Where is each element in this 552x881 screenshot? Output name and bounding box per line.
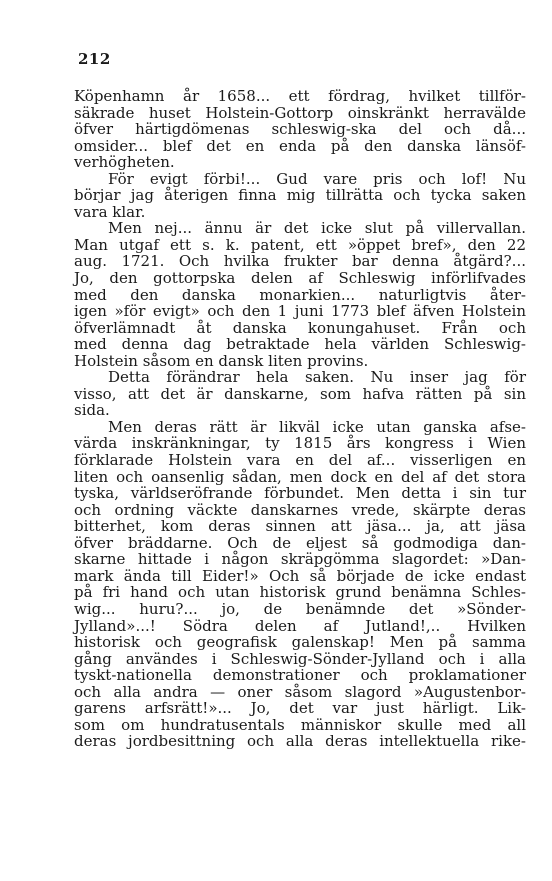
text-line: Men deras rätt är likväl icke utan ganska afse-: [108, 417, 526, 436]
text-line: igen »för evigt» och den 1 juni 1773 blef äfven Holstein: [74, 302, 526, 321]
text-line: bitterhet, kom deras sinnen att jäsa... ja, att jäsa: [74, 517, 526, 536]
text-line: tyskt-nationella demonstrationer och proklamationer: [74, 666, 526, 685]
text-line: öfver härtigdömenas schleswig-ska del och då...: [74, 120, 526, 139]
text-line: Men nej... ännu är det icke slut på villervallan.: [108, 219, 526, 238]
text-line: skarne hittade i någon skräpgömma slagordet: »Dan-: [74, 550, 526, 569]
text-line: Man utgaf ett s. k. patent, ett »öppet bref», den 22: [74, 235, 526, 254]
text-line: Holstein såsom en dansk liten provins.: [74, 351, 369, 370]
text-line: liten och oansenlig sådan, men dock en del af det stora: [74, 467, 526, 486]
text-line: För evigt förbi!... Gud vare pris och lof! Nu: [108, 169, 526, 188]
text-line: verhögheten.: [74, 153, 175, 172]
body-text: [74, 88, 526, 750]
text-line: Köpenhamn år 1658... ett fördrag, hvilket tillför-: [74, 87, 526, 105]
page-number: 212: [78, 50, 111, 68]
text-line: visso, att det är danskarne, som hafva rätten på sin: [74, 384, 526, 403]
text-line: tyska, världseröfrande förbundet. Men detta i sin tur: [74, 484, 526, 503]
text-line: och alla andra — oner såsom slagord »Augustenbor-: [74, 682, 526, 701]
text-line: värda inskränkningar, ty 1815 års kongress i Wien: [74, 434, 526, 453]
text-line: börjar jag återigen finna mig tillrätta och tycka saken: [74, 186, 526, 205]
text-line: gång användes i Schleswig-Sönder-Jylland och i alla: [74, 649, 526, 668]
text-line: som om hundratusentals människor skulle med all: [74, 715, 526, 734]
text-line: mark ända till Eider!» Och så började de icke endast: [74, 566, 526, 585]
text-line: med den danska monarkien... naturligtvis åter-: [74, 285, 526, 304]
text-line: Jylland»...! Södra delen af Jutland!,.. Hvilken: [74, 616, 526, 635]
text-line: med denna dag betraktade hela världen Schleswig-: [74, 335, 526, 354]
text-line: på fri hand och utan historisk grund benämna Schles-: [74, 583, 526, 602]
text-line: och ordning väckte danskarnes vrede, skärpte deras: [74, 500, 526, 519]
text-line: förklarade Holstein vara en del af... visserligen en: [74, 451, 526, 470]
text-line: vara klar.: [74, 202, 146, 221]
text-line: deras jordbesittning och alla deras intellektuella rike-: [74, 732, 526, 751]
text-line: historisk och geografisk galenskap! Men på samma: [74, 633, 526, 652]
text-line: öfver bräddarne. Och de eljest så godmodiga dan-: [74, 533, 526, 552]
text-line: öfverlämnadt åt danska konungahuset. Från och: [74, 318, 526, 337]
text-line: omsider... blef det en enda på den danska länsöf-: [74, 136, 526, 155]
text-line: wig... huru?... jo, de benämnde det »Sönder-: [74, 599, 526, 618]
text-line: aug. 1721. Och hvilka frukter bar denna åtgärd?...: [74, 252, 526, 271]
text-line: säkrade huset Holstein-Gottorp oinskränkt herravälde: [74, 103, 526, 122]
text-line: garens arfsrätt!»... Jo, det var just härligt. Lik-: [74, 699, 526, 718]
text-line: Jo, den gottorpska delen af Schleswig införlifvades: [74, 269, 526, 288]
text-line: Detta förändrar hela saken. Nu inser jag för: [108, 368, 526, 387]
text-line: sida.: [74, 401, 110, 420]
